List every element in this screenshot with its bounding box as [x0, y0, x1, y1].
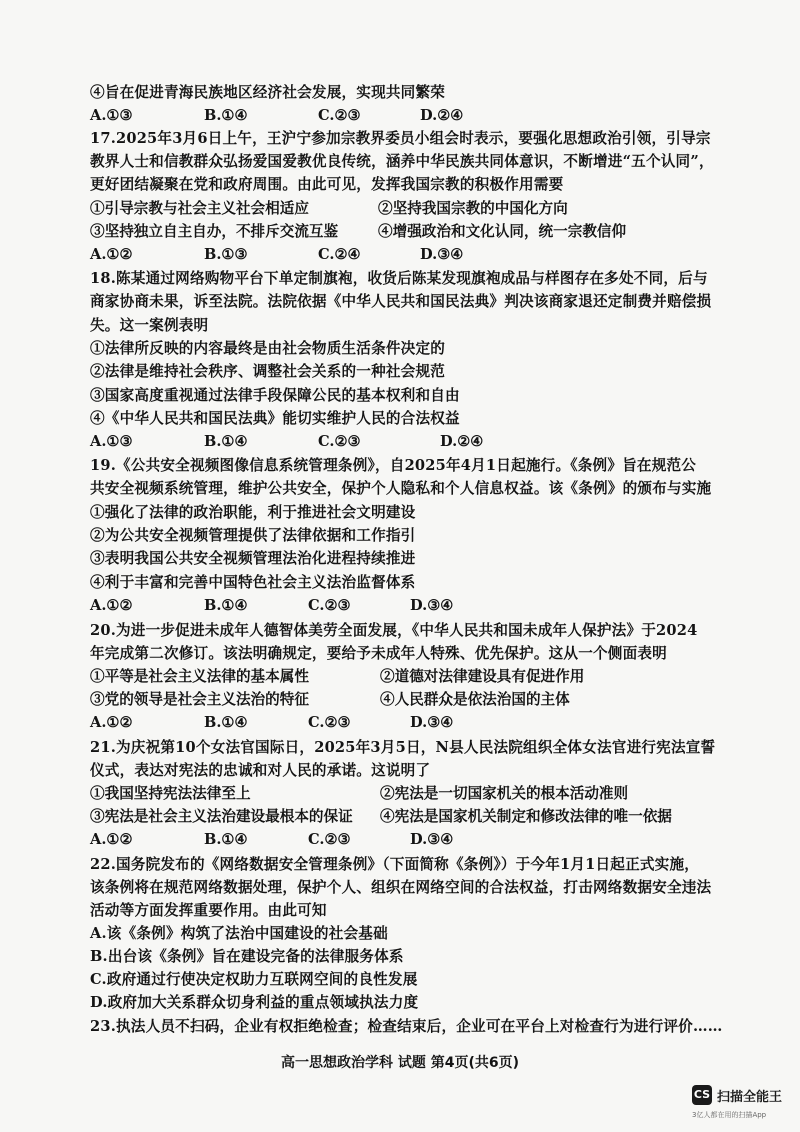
q18-statement-3: ③国家高度重视通过法律手段保障公民的基本权利和自由: [90, 387, 460, 404]
q19-statement-2: ②为公共安全视频管理提供了法律依据和工作指引: [90, 527, 416, 544]
q18-stem-line-2: 商家协商未果，诉至法院。法院依据《中华人民共和国民法典》判决该商家退还定制费并赔偿损: [90, 293, 712, 310]
q19-stem-line-2: 共安全视频系统管理，维护公共安全，保护个人隐私和个人信息权益。该《条例》的颁布与实施: [90, 480, 712, 497]
q22-stem-line-2: 该条例将在规范网络数据处理，保护个人、组织在网络空间的合法权益，打击网络数据安全违法: [90, 879, 712, 896]
q21-statement-1: ①我国坚持宪法法律至上: [90, 785, 251, 802]
q21-statement-3: ③宪法是社会主义法治建设最根本的保证: [90, 808, 353, 825]
q17-stem-line-2: 教界人士和信教群众弘扬爱国爱教优良传统，涵养中华民族共同体意识，不断增进“五个认同”，: [90, 153, 714, 170]
q22-stem-line-1: 22.国务院发布的《网络数据安全管理条例》（下面简称《条例》）于今年1月1日起正式实施，: [90, 856, 700, 873]
q18-option-a: A.①③: [90, 433, 133, 450]
q21-statement-4: ④宪法是国家机关制定和修改法律的唯一依据: [380, 808, 672, 825]
q19-option-a: A.①②: [90, 597, 133, 614]
q20-statement-4: ④人民群众是依法治国的主体: [380, 691, 570, 708]
q22-option-a: A.该《条例》构筑了法治中国建设的社会基础: [90, 925, 388, 942]
q16-statement-4: ④旨在促进青海民族地区经济社会发展，实现共同繁荣: [90, 84, 446, 101]
q17-option-b: B.①③: [204, 246, 248, 263]
q18-option-c: C.②③: [318, 433, 361, 450]
q19-statement-4: ④利于丰富和完善中国特色社会主义法治监督体系: [90, 574, 416, 591]
q16-option-b: B.①④: [204, 107, 248, 124]
q18-option-b: B.①④: [204, 433, 248, 450]
q20-option-d: D.③④: [410, 714, 454, 731]
q16-option-a: A.①③: [90, 107, 133, 124]
q21-stem-line-1: 21.为庆祝第10个女法官国际日，2025年3月5日，N县人民法院组织全体女法官进行宪法宣誓: [90, 739, 716, 756]
watermark-app-name: 扫描全能王: [717, 1090, 783, 1105]
q21-statement-2: ②宪法是一切国家机关的根本活动准则: [380, 785, 629, 802]
q22-option-d: D.政府加大关系群众切身利益的重点领域执法力度: [90, 994, 419, 1011]
q16-option-d: D.②④: [420, 107, 464, 124]
q20-statement-2: ②道德对法律建设具有促进作用: [380, 668, 585, 685]
q22-stem-line-3: 活动等方面发挥重要作用。由此可知: [90, 902, 327, 919]
q21-option-b: B.①④: [204, 831, 248, 848]
q19-statement-3: ③表明我国公共安全视频管理法治化进程持续推进: [90, 550, 416, 567]
q18-statement-2: ②法律是维持社会秩序、调整社会关系的一种社会规范: [90, 363, 446, 380]
q21-option-c: C.②③: [308, 831, 351, 848]
q18-statement-4: ④《中华人民共和国民法典》能切实维护人民的合法权益: [90, 410, 460, 427]
q18-stem-line-3: 失。这一案例表明: [90, 317, 209, 334]
q20-option-a: A.①②: [90, 714, 133, 731]
q20-statement-1: ①平等是社会主义法律的基本属性: [90, 668, 309, 685]
q17-statement-1: ①引导宗教与社会主义社会相适应: [90, 200, 309, 217]
q19-option-d: D.③④: [410, 597, 454, 614]
q20-stem-line-2: 年完成第二次修订。该法明确规定，要给予未成年人特殊、优先保护。这从一个侧面表明: [90, 645, 667, 662]
q21-option-d: D.③④: [410, 831, 454, 848]
q17-statement-3: ③坚持独立自主自办，不排斥交流互鉴: [90, 223, 339, 240]
q17-stem-line-1: 17.2025年3月6日上午，王沪宁参加宗教界委员小组会时表示，要强化思想政治引领，引导宗: [90, 130, 711, 147]
q17-option-a: A.①②: [90, 246, 133, 263]
q17-option-d: D.③④: [420, 246, 464, 263]
q18-option-d: D.②④: [440, 433, 484, 450]
watermark-tagline: 3亿人都在用的扫描App: [692, 1111, 767, 1119]
camscanner-logo-icon: CS: [692, 1085, 712, 1105]
q22-option-b: B.出台该《条例》旨在建设完备的法律服务体系: [90, 948, 404, 965]
q17-stem-line-3: 更好团结凝聚在党和政府周围。由此可见，发挥我国宗教的积极作用需要: [90, 176, 564, 193]
q19-option-b: B.①④: [204, 597, 248, 614]
q20-stem-line-1: 20.为进一步促进未成年人德智体美劳全面发展，《中华人民共和国未成年人保护法》于2024: [90, 622, 698, 639]
q20-option-b: B.①④: [204, 714, 248, 731]
q18-statement-1: ①法律所反映的内容最终是由社会物质生活条件决定的: [90, 340, 446, 357]
page-footer: 高一思想政治学科 试题 第4页(共6页): [280, 1055, 520, 1071]
q20-statement-3: ③党的领导是社会主义法治的特征: [90, 691, 309, 708]
q21-option-a: A.①②: [90, 831, 133, 848]
q17-option-c: C.②④: [318, 246, 361, 263]
q17-statement-4: ④增强政治和文化认同，统一宗教信仰: [378, 223, 627, 240]
q17-statement-2: ②坚持我国宗教的中国化方向: [378, 200, 568, 217]
q21-stem-line-2: 仪式，表达对宪法的忠诚和对人民的承诺。这说明了: [90, 762, 431, 779]
q18-stem-line-1: 18.陈某通过网络购物平台下单定制旗袍，收货后陈某发现旗袍成品与样图存在多处不同，后与: [90, 270, 708, 287]
q19-option-c: C.②③: [308, 597, 351, 614]
q23-stem-line-1: 23.执法人员不扫码，企业有权拒绝检查；检查结束后，企业可在平台上对检查行为进行评价……: [90, 1018, 723, 1035]
q19-statement-1: ①强化了法律的政治职能，利于推进社会文明建设: [90, 504, 416, 521]
q20-option-c: C.②③: [308, 714, 351, 731]
q19-stem-line-1: 19.《公共安全视频图像信息系统管理条例》，自2025年4月1日起施行。《条例》旨在规范公: [90, 457, 697, 474]
q22-option-c: C.政府通过行使决定权助力互联网空间的良性发展: [90, 971, 418, 988]
q16-option-c: C.②③: [318, 107, 361, 124]
